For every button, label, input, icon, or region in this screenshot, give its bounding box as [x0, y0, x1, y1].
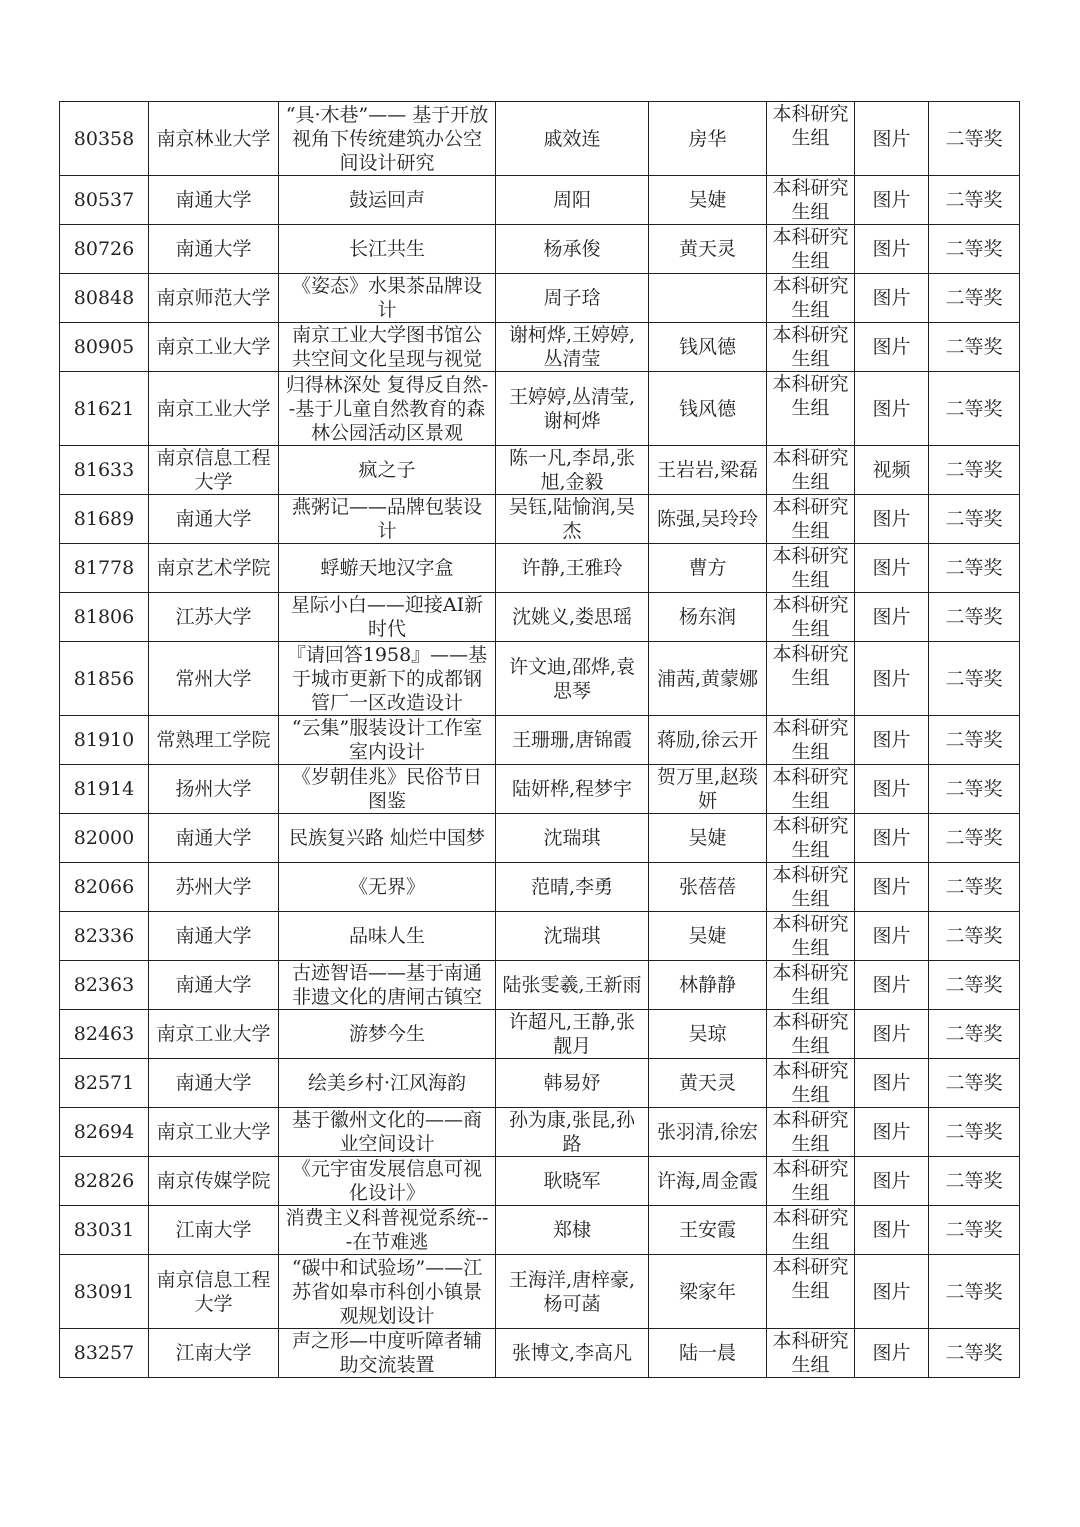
award-level-cell: 二等奖 — [929, 1157, 1020, 1206]
advisor-cell: 吴婕 — [649, 912, 767, 961]
school-cell: 南通大学 — [149, 225, 279, 274]
advisor-cell: 吴婕 — [649, 814, 767, 863]
table-row — [60, 716, 1020, 765]
group-text: 本科研究生组 — [772, 815, 849, 861]
work-type-cell: 视频 — [855, 446, 929, 495]
school-cell: 南京艺术学院 — [149, 544, 279, 593]
authors-cell: 张博文,李高凡 — [496, 1329, 649, 1378]
group-text: 本科研究生组 — [772, 1158, 849, 1204]
advisor-cell: 陆一晨 — [649, 1329, 767, 1378]
authors-cell: 范晴,李勇 — [496, 863, 649, 912]
table-row — [60, 863, 1020, 912]
work-type-cell: 图片 — [855, 863, 929, 912]
award-level-cell: 二等奖 — [929, 1329, 1020, 1378]
work-type-cell: 图片 — [855, 593, 929, 642]
entry-id-cell: 80537 — [60, 176, 149, 225]
entry-id-cell: 80848 — [60, 274, 149, 323]
authors-cell: 许文迪,邵烨,袁思琴 — [496, 642, 649, 716]
awards-table-body — [60, 102, 1020, 1378]
group-text: 本科研究生组 — [772, 766, 849, 812]
group-cell — [767, 961, 855, 1010]
work-title-cell: 《岁朝佳兆》民俗节日图鉴 — [279, 765, 496, 814]
entry-id-cell: 81689 — [60, 495, 149, 544]
advisor-cell: 钱风德 — [649, 323, 767, 372]
table-row — [60, 1059, 1020, 1108]
table-row — [60, 1329, 1020, 1378]
school-cell: 江南大学 — [149, 1329, 279, 1378]
group-cell — [767, 225, 855, 274]
work-title-cell: “具·木巷”—— 基于开放视角下传统建筑办公空间设计研究 — [279, 102, 496, 176]
entry-id-cell: 81621 — [60, 372, 149, 446]
work-title-cell: 古迹智语——基于南通非遗文化的唐闸古镇空 — [279, 961, 496, 1010]
entry-id-cell: 81914 — [60, 765, 149, 814]
work-type-cell: 图片 — [855, 323, 929, 372]
table-row — [60, 642, 1020, 716]
group-cell — [767, 912, 855, 961]
entry-id-cell: 82826 — [60, 1157, 149, 1206]
work-title-cell: 《元宇宙发展信息可视化设计》 — [279, 1157, 496, 1206]
authors-cell: 王海洋,唐梓豪,杨可菡 — [496, 1255, 649, 1329]
group-cell — [767, 323, 855, 372]
authors-cell: 耿晓军 — [496, 1157, 649, 1206]
entry-id-cell: 81633 — [60, 446, 149, 495]
work-title-cell: 民族复兴路 灿烂中国梦 — [279, 814, 496, 863]
table-row — [60, 1255, 1020, 1329]
work-type-cell: 图片 — [855, 102, 929, 176]
authors-cell: 陆张雯羲,王新雨 — [496, 961, 649, 1010]
authors-cell: 陆妍桦,程梦宇 — [496, 765, 649, 814]
advisor-cell: 贺万里,赵琰妍 — [649, 765, 767, 814]
group-text: 本科研究生组 — [772, 962, 849, 1008]
group-cell — [767, 1010, 855, 1059]
group-cell — [767, 1206, 855, 1255]
school-cell: 常熟理工学院 — [149, 716, 279, 765]
advisor-cell: 房华 — [649, 102, 767, 176]
award-level-cell: 二等奖 — [929, 544, 1020, 593]
award-level-cell: 二等奖 — [929, 446, 1020, 495]
school-cell: 南京工业大学 — [149, 372, 279, 446]
advisor-cell: 曹方 — [649, 544, 767, 593]
award-level-cell: 二等奖 — [929, 102, 1020, 176]
group-cell — [767, 176, 855, 225]
authors-cell: 陈一凡,李昂,张旭,金毅 — [496, 446, 649, 495]
entry-id-cell: 81806 — [60, 593, 149, 642]
work-title-cell: 『请回答1958』——基于城市更新下的成都钢管厂一区改造设计 — [279, 642, 496, 716]
group-text: 本科研究生组 — [772, 643, 849, 689]
work-type-cell: 图片 — [855, 1059, 929, 1108]
award-level-cell: 二等奖 — [929, 274, 1020, 323]
group-cell — [767, 863, 855, 912]
award-level-cell: 二等奖 — [929, 176, 1020, 225]
table-row — [60, 1157, 1020, 1206]
award-level-cell: 二等奖 — [929, 225, 1020, 274]
authors-cell: 沈瑞琪 — [496, 814, 649, 863]
authors-cell: 王珊珊,唐锦霞 — [496, 716, 649, 765]
group-text: 本科研究生组 — [772, 1109, 849, 1155]
work-title-cell: 鼓运回声 — [279, 176, 496, 225]
table-row — [60, 765, 1020, 814]
group-cell — [767, 716, 855, 765]
group-cell — [767, 814, 855, 863]
award-level-cell: 二等奖 — [929, 1255, 1020, 1329]
group-text: 本科研究生组 — [772, 103, 849, 149]
authors-cell: 许静,王雅玲 — [496, 544, 649, 593]
advisor-cell: 王安霞 — [649, 1206, 767, 1255]
group-text: 本科研究生组 — [772, 1060, 849, 1106]
table-row — [60, 912, 1020, 961]
school-cell: 南京工业大学 — [149, 323, 279, 372]
authors-cell: 周子琀 — [496, 274, 649, 323]
entry-id-cell: 80905 — [60, 323, 149, 372]
group-text: 本科研究生组 — [772, 496, 849, 542]
authors-cell: 韩易妤 — [496, 1059, 649, 1108]
work-type-cell: 图片 — [855, 544, 929, 593]
table-row — [60, 225, 1020, 274]
award-level-cell: 二等奖 — [929, 814, 1020, 863]
table-row — [60, 1010, 1020, 1059]
group-cell — [767, 1157, 855, 1206]
work-title-cell: “云集”服装设计工作室室内设计 — [279, 716, 496, 765]
authors-cell: 谢柯烨,王婷婷,丛清莹 — [496, 323, 649, 372]
work-type-cell: 图片 — [855, 176, 929, 225]
table-row — [60, 372, 1020, 446]
entry-id-cell: 80726 — [60, 225, 149, 274]
entry-id-cell: 81856 — [60, 642, 149, 716]
award-level-cell: 二等奖 — [929, 593, 1020, 642]
school-cell: 南通大学 — [149, 814, 279, 863]
school-cell: 南通大学 — [149, 495, 279, 544]
work-type-cell: 图片 — [855, 1255, 929, 1329]
entry-id-cell: 82363 — [60, 961, 149, 1010]
group-text: 本科研究生组 — [772, 594, 849, 640]
entry-id-cell: 83031 — [60, 1206, 149, 1255]
entry-id-cell: 82066 — [60, 863, 149, 912]
award-level-cell: 二等奖 — [929, 863, 1020, 912]
school-cell: 南京信息工程大学 — [149, 446, 279, 495]
group-text: 本科研究生组 — [772, 1207, 849, 1253]
advisor-cell: 许海,周金霞 — [649, 1157, 767, 1206]
group-cell — [767, 102, 855, 176]
work-type-cell: 图片 — [855, 961, 929, 1010]
authors-cell: 周阳 — [496, 176, 649, 225]
school-cell: 南通大学 — [149, 176, 279, 225]
table-row — [60, 446, 1020, 495]
group-text: 本科研究生组 — [772, 177, 849, 223]
authors-cell: 孙为康,张昆,孙路 — [496, 1108, 649, 1157]
work-title-cell: 归得林深处 复得反自然--基于儿童自然教育的森林公园活动区景观 — [279, 372, 496, 446]
work-type-cell: 图片 — [855, 1206, 929, 1255]
advisor-cell: 杨东润 — [649, 593, 767, 642]
table-row — [60, 323, 1020, 372]
entry-id-cell: 81910 — [60, 716, 149, 765]
school-cell: 南通大学 — [149, 961, 279, 1010]
work-title-cell: 蜉蝣天地汉字盒 — [279, 544, 496, 593]
authors-cell: 许超凡,王静,张靓月 — [496, 1010, 649, 1059]
authors-cell: 吴钰,陆愉润,吴杰 — [496, 495, 649, 544]
table-row — [60, 544, 1020, 593]
award-level-cell: 二等奖 — [929, 323, 1020, 372]
work-type-cell: 图片 — [855, 912, 929, 961]
work-type-cell: 图片 — [855, 642, 929, 716]
work-title-cell: 《姿态》水果茶品牌设计 — [279, 274, 496, 323]
school-cell: 苏州大学 — [149, 863, 279, 912]
work-title-cell: 星际小白——迎接AI新时代 — [279, 593, 496, 642]
entry-id-cell: 82336 — [60, 912, 149, 961]
group-text: 本科研究生组 — [772, 447, 849, 493]
entry-id-cell: 83257 — [60, 1329, 149, 1378]
work-type-cell: 图片 — [855, 814, 929, 863]
group-cell — [767, 593, 855, 642]
award-level-cell: 二等奖 — [929, 372, 1020, 446]
school-cell: 南通大学 — [149, 1059, 279, 1108]
group-text: 本科研究生组 — [772, 1256, 849, 1302]
work-type-cell: 图片 — [855, 225, 929, 274]
group-text: 本科研究生组 — [772, 864, 849, 910]
advisor-cell: 林静静 — [649, 961, 767, 1010]
advisor-cell: 陈强,吴玲玲 — [649, 495, 767, 544]
work-title-cell: 疯之子 — [279, 446, 496, 495]
group-cell — [767, 1255, 855, 1329]
table-row — [60, 593, 1020, 642]
work-title-cell: 《无界》 — [279, 863, 496, 912]
group-text: 本科研究生组 — [772, 545, 849, 591]
entry-id-cell: 81778 — [60, 544, 149, 593]
group-cell — [767, 495, 855, 544]
award-level-cell: 二等奖 — [929, 495, 1020, 544]
award-level-cell: 二等奖 — [929, 912, 1020, 961]
authors-cell: 郑棣 — [496, 1206, 649, 1255]
advisor-cell: 黄天灵 — [649, 1059, 767, 1108]
entry-id-cell: 82463 — [60, 1010, 149, 1059]
entry-id-cell: 83091 — [60, 1255, 149, 1329]
advisor-cell: 黄天灵 — [649, 225, 767, 274]
work-title-cell: 品味人生 — [279, 912, 496, 961]
school-cell: 南通大学 — [149, 912, 279, 961]
group-cell — [767, 1108, 855, 1157]
work-title-cell: 绘美乡村·江风海韵 — [279, 1059, 496, 1108]
advisor-cell: 张羽清,徐宏 — [649, 1108, 767, 1157]
entry-id-cell: 82571 — [60, 1059, 149, 1108]
authors-cell: 戚效连 — [496, 102, 649, 176]
authors-cell: 杨承俊 — [496, 225, 649, 274]
work-title-cell: 南京工业大学图书馆公共空间文化呈现与视觉 — [279, 323, 496, 372]
advisor-cell: 蒋励,徐云开 — [649, 716, 767, 765]
work-type-cell: 图片 — [855, 372, 929, 446]
award-level-cell: 二等奖 — [929, 765, 1020, 814]
award-level-cell: 二等奖 — [929, 642, 1020, 716]
school-cell: 南京传媒学院 — [149, 1157, 279, 1206]
school-cell: 常州大学 — [149, 642, 279, 716]
authors-cell: 王婷婷,丛清莹,谢柯烨 — [496, 372, 649, 446]
table-row — [60, 495, 1020, 544]
work-title-cell: 声之形—中度听障者辅助交流装置 — [279, 1329, 496, 1378]
advisor-cell: 吴婕 — [649, 176, 767, 225]
school-cell: 南京信息工程大学 — [149, 1255, 279, 1329]
award-level-cell: 二等奖 — [929, 1010, 1020, 1059]
work-title-cell: 消费主义科普视觉系统---在节难逃 — [279, 1206, 496, 1255]
group-text: 本科研究生组 — [772, 275, 849, 321]
group-cell — [767, 765, 855, 814]
school-cell: 南京工业大学 — [149, 1108, 279, 1157]
work-title-cell: 基于徽州文化的——商业空间设计 — [279, 1108, 496, 1157]
table-row — [60, 814, 1020, 863]
table-row — [60, 176, 1020, 225]
group-text: 本科研究生组 — [772, 324, 849, 370]
group-text: 本科研究生组 — [772, 373, 849, 419]
group-cell — [767, 642, 855, 716]
school-cell: 南京林业大学 — [149, 102, 279, 176]
work-type-cell: 图片 — [855, 495, 929, 544]
award-level-cell: 二等奖 — [929, 716, 1020, 765]
award-level-cell: 二等奖 — [929, 1059, 1020, 1108]
work-title-cell: 游梦今生 — [279, 1010, 496, 1059]
group-text: 本科研究生组 — [772, 1011, 849, 1057]
entry-id-cell: 82000 — [60, 814, 149, 863]
group-cell — [767, 372, 855, 446]
advisor-cell: 张蓓蓓 — [649, 863, 767, 912]
work-title-cell: 长江共生 — [279, 225, 496, 274]
work-title-cell: “碳中和试验场”——江苏省如皋市科创小镇景观规划设计 — [279, 1255, 496, 1329]
work-type-cell: 图片 — [855, 1329, 929, 1378]
award-level-cell: 二等奖 — [929, 961, 1020, 1010]
school-cell: 江南大学 — [149, 1206, 279, 1255]
group-cell — [767, 544, 855, 593]
group-text: 本科研究生组 — [772, 717, 849, 763]
school-cell: 南京师范大学 — [149, 274, 279, 323]
authors-cell: 沈瑞琪 — [496, 912, 649, 961]
entry-id-cell: 80358 — [60, 102, 149, 176]
advisor-cell: 梁家年 — [649, 1255, 767, 1329]
school-cell: 扬州大学 — [149, 765, 279, 814]
group-text: 本科研究生组 — [772, 1330, 849, 1376]
advisor-cell: 吴琼 — [649, 1010, 767, 1059]
group-cell — [767, 1059, 855, 1108]
entry-id-cell: 82694 — [60, 1108, 149, 1157]
group-cell — [767, 274, 855, 323]
table-row — [60, 274, 1020, 323]
advisor-cell: 钱风德 — [649, 372, 767, 446]
work-type-cell: 图片 — [855, 1010, 929, 1059]
work-type-cell: 图片 — [855, 765, 929, 814]
table-row — [60, 1206, 1020, 1255]
advisor-cell — [649, 274, 767, 323]
table-row — [60, 961, 1020, 1010]
award-level-cell: 二等奖 — [929, 1206, 1020, 1255]
table-row — [60, 102, 1020, 176]
work-type-cell: 图片 — [855, 1157, 929, 1206]
work-type-cell: 图片 — [855, 1108, 929, 1157]
advisor-cell: 王岩岩,梁磊 — [649, 446, 767, 495]
work-type-cell: 图片 — [855, 274, 929, 323]
table-row — [60, 1108, 1020, 1157]
work-type-cell: 图片 — [855, 716, 929, 765]
group-text: 本科研究生组 — [772, 226, 849, 272]
awards-table — [59, 101, 1020, 1378]
advisor-cell: 浦茜,黄蒙娜 — [649, 642, 767, 716]
authors-cell: 沈姚义,娄思瑶 — [496, 593, 649, 642]
work-title-cell: 燕粥记——品牌包装设计 — [279, 495, 496, 544]
school-cell: 江苏大学 — [149, 593, 279, 642]
group-cell — [767, 446, 855, 495]
group-cell — [767, 1329, 855, 1378]
award-level-cell: 二等奖 — [929, 1108, 1020, 1157]
group-text: 本科研究生组 — [772, 913, 849, 959]
school-cell: 南京工业大学 — [149, 1010, 279, 1059]
